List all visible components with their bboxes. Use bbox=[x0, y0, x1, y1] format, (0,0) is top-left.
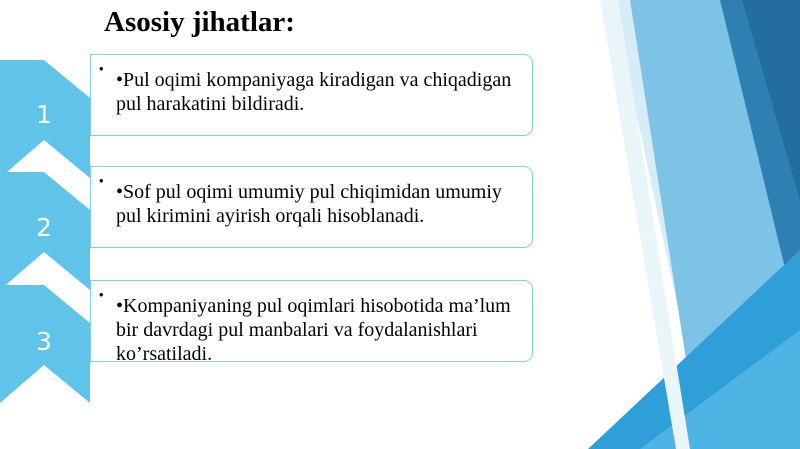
step-text-1: •Pul oqimi kompaniyaga kiradigan va chiqadigan pul harakatini bildiradi. bbox=[116, 69, 512, 115]
bullet-marker-3: • bbox=[99, 287, 104, 302]
bullet-marker-2: • bbox=[99, 173, 104, 188]
step-text-3: •Kompaniyaning pul oqimlari hisobotida ma’lum bir davrdagi pul manbalari va foydalanishlari ko’rsatiladi. bbox=[116, 295, 511, 365]
slide-title: Asosiy jihatlar: bbox=[104, 6, 295, 38]
bullet-marker-1: • bbox=[99, 61, 104, 76]
step-box-1 bbox=[90, 54, 533, 136]
step-number-2: 2 bbox=[36, 213, 52, 242]
step-text-2: •Sof pul oqimi umumiy pul chiqimidan umumiy pul kirimini ayirish orqali hisoblanadi. bbox=[116, 181, 502, 227]
step-box-3 bbox=[90, 280, 533, 365]
step-number-3: 3 bbox=[36, 327, 52, 356]
step-box-2 bbox=[90, 166, 533, 248]
step-number-1: 1 bbox=[36, 100, 52, 129]
